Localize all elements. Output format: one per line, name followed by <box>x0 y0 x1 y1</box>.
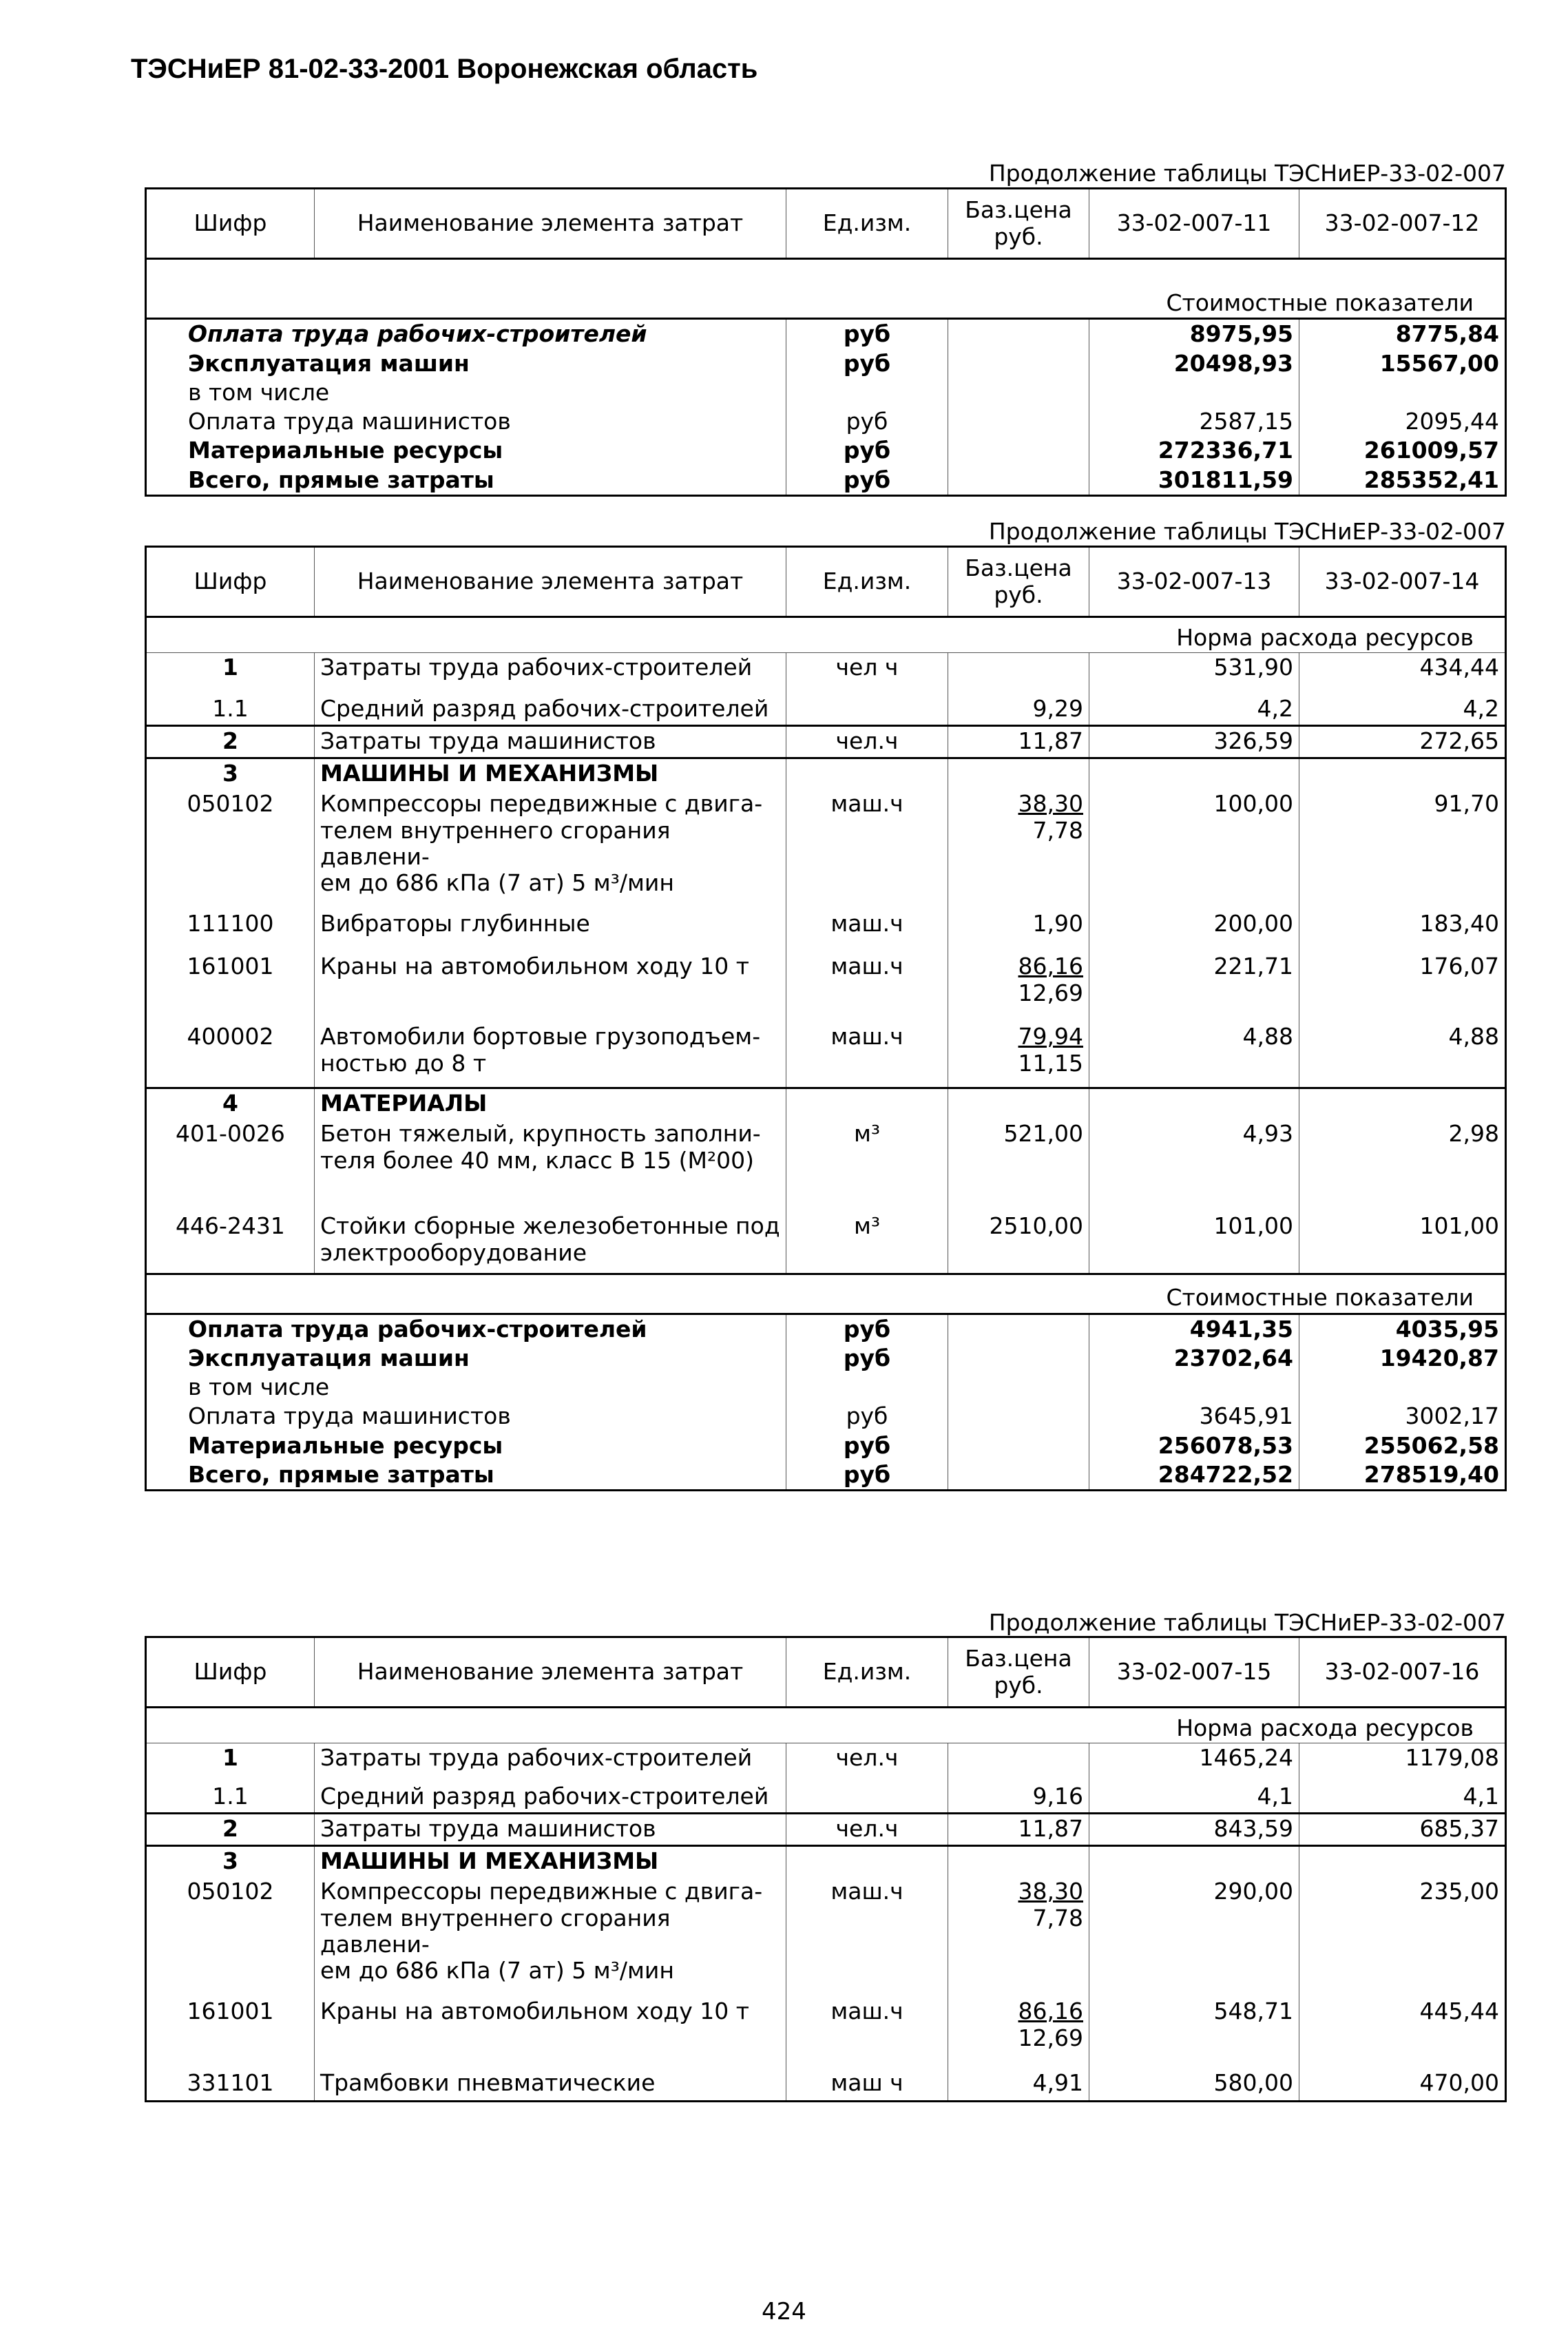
row-name-line: ностью до 8 т <box>320 1049 487 1077</box>
value-b: 3002,17 <box>1299 1402 1506 1431</box>
value-b: 261009,57 <box>1299 436 1506 465</box>
row-unit: чел.ч <box>786 1814 948 1846</box>
table-row <box>146 1344 1506 1373</box>
continuation-label-2: Продолжение таблицы ТЭСНиЕР-33-02-007 <box>988 518 1506 545</box>
section-caption <box>146 1708 1506 1743</box>
row-code: 1 <box>146 653 315 684</box>
value-a: 20498,93 <box>1089 349 1299 378</box>
row-name <box>315 789 786 909</box>
row-price <box>948 789 1089 909</box>
value-b: 8775,84 <box>1299 319 1506 349</box>
header-col-b: 33-02-007-14 <box>1299 547 1506 617</box>
row-code: 111100 <box>146 909 315 952</box>
row-price <box>948 1431 1089 1460</box>
header-unit: Ед.изм. <box>786 547 948 617</box>
table-row <box>146 1119 1506 1212</box>
row-unit: руб <box>786 319 948 349</box>
row-unit: чел ч <box>786 653 948 684</box>
value-b: 176,07 <box>1299 952 1506 1022</box>
row-price: 11,87 <box>948 1814 1089 1846</box>
row-label: Материальные ресурсы <box>146 1431 786 1460</box>
table-row <box>146 909 1506 952</box>
table-row <box>146 2069 1506 2102</box>
row-price <box>948 1344 1089 1373</box>
value-b: 685,37 <box>1299 1814 1506 1846</box>
value-a: 23702,64 <box>1089 1344 1299 1373</box>
price-total: 38,30 <box>1018 1878 1083 1905</box>
row-price <box>948 436 1089 465</box>
table-row <box>146 1877 1506 1997</box>
row-name-line: электрооборудование <box>320 1239 587 1266</box>
header-name: Наименование элемента затрат <box>315 1637 786 1708</box>
value-b: 2095,44 <box>1299 407 1506 436</box>
row-code: 2 <box>146 726 315 758</box>
header-code: Шифр <box>146 1637 315 1708</box>
value-b: 278519,40 <box>1299 1460 1506 1491</box>
value-a: 4941,35 <box>1089 1314 1299 1344</box>
price-total: 86,16 <box>1018 953 1083 980</box>
value-b: 272,65 <box>1299 726 1506 758</box>
table-row <box>146 1314 1506 1344</box>
row-name-line: ем до 686 кПа (7 ат) 5 м³/мин <box>320 869 674 897</box>
table-row <box>146 1997 1506 2069</box>
value-a: 100,00 <box>1089 789 1299 909</box>
row-code: 161001 <box>146 1997 315 2069</box>
row-name: Затраты труда машинистов <box>315 726 786 758</box>
header-unit: Ед.изм. <box>786 1637 948 1708</box>
row-unit: руб <box>786 1314 948 1344</box>
row-name: Средний разряд рабочих-строителей <box>315 683 786 726</box>
row-label: Всего, прямые затраты <box>146 466 786 496</box>
row-code: 050102 <box>146 789 315 909</box>
header-unit: Ед.изм. <box>786 189 948 259</box>
row-name: Краны на автомобильном ходу 10 т <box>315 1997 786 2069</box>
value-a: 4,1 <box>1089 1774 1299 1814</box>
row-code: 331101 <box>146 2069 315 2102</box>
row-price <box>948 1997 1089 2069</box>
table-row <box>146 1431 1506 1460</box>
header-col-b: 33-02-007-16 <box>1299 1637 1506 1708</box>
table-row <box>146 466 1506 496</box>
value-a: 843,59 <box>1089 1814 1299 1846</box>
header-base-price-line2: руб. <box>994 222 1043 250</box>
value-b: 183,40 <box>1299 909 1506 952</box>
value-b: 434,44 <box>1299 653 1506 684</box>
section-caption <box>146 617 1506 653</box>
header-col-a: 33-02-007-13 <box>1089 547 1299 617</box>
row-unit: руб <box>786 349 948 378</box>
row-code: 050102 <box>146 1877 315 1997</box>
row-price <box>948 319 1089 349</box>
estimate-table-1 <box>145 187 1507 497</box>
row-name <box>315 1212 786 1274</box>
header-code: Шифр <box>146 189 315 259</box>
row-price: 4,91 <box>948 2069 1089 2102</box>
row-price: 2510,00 <box>948 1212 1089 1274</box>
table-header-row <box>146 189 1506 259</box>
row-price <box>948 1402 1089 1431</box>
row-code: 161001 <box>146 952 315 1022</box>
value-a: 200,00 <box>1089 909 1299 952</box>
table-row <box>146 1460 1506 1491</box>
row-price: 9,29 <box>948 683 1089 726</box>
norm-caption: Норма расхода ресурсов <box>146 1708 1506 1743</box>
value-a: 101,00 <box>1089 1212 1299 1274</box>
document-title: ТЭСНиЕР 81-02-33-2001 Воронежская область <box>131 54 758 84</box>
row-unit: чел.ч <box>786 1743 948 1774</box>
price-labor: 7,78 <box>1032 1904 1083 1931</box>
row-label: Оплата труда рабочих-строителей <box>146 1314 786 1344</box>
row-code: 1.1 <box>146 1774 315 1814</box>
value-a: 580,00 <box>1089 2069 1299 2102</box>
header-name: Наименование элемента затрат <box>315 189 786 259</box>
section-title: МАШИНЫ И МЕХАНИЗМЫ <box>315 1846 786 1878</box>
row-name: Затраты труда рабочих-строителей <box>315 1743 786 1774</box>
header-name: Наименование элемента затрат <box>315 547 786 617</box>
row-name-line: телем внутреннего сгорания давлени- <box>320 816 671 870</box>
value-a: 284722,52 <box>1089 1460 1299 1491</box>
row-label: Эксплуатация машин <box>146 349 786 378</box>
value-b: 19420,87 <box>1299 1344 1506 1373</box>
value-b: 4035,95 <box>1299 1314 1506 1344</box>
row-label: Оплата труда рабочих-строителей <box>146 319 786 349</box>
cost-caption: Стоимостные показатели <box>146 1274 1506 1314</box>
row-unit: руб <box>786 407 948 436</box>
row-price <box>948 1022 1089 1088</box>
value-a: 1465,24 <box>1089 1743 1299 1774</box>
row-code: 1.1 <box>146 683 315 726</box>
section-caption <box>146 1274 1506 1314</box>
row-code: 2 <box>146 1814 315 1846</box>
header-base-price-line1: Баз.цена <box>965 196 1072 224</box>
header-base-price <box>948 547 1089 617</box>
row-unit: маш ч <box>786 2069 948 2102</box>
value-b: 255062,58 <box>1299 1431 1506 1460</box>
row-price <box>948 1460 1089 1491</box>
value-a: 290,00 <box>1089 1877 1299 1997</box>
row-code: 401-0026 <box>146 1119 315 1212</box>
row-price <box>948 1877 1089 1997</box>
row-unit: маш.ч <box>786 1877 948 1997</box>
row-name-line: ем до 686 кПа (7 ат) 5 м³/мин <box>320 1957 674 1985</box>
row-unit <box>786 1774 948 1814</box>
row-label: Эксплуатация машин <box>146 1344 786 1373</box>
value-a: 548,71 <box>1089 1997 1299 2069</box>
row-unit: маш.ч <box>786 1022 948 1088</box>
row-unit: руб <box>786 1402 948 1431</box>
row-price <box>948 653 1089 684</box>
row-unit: маш.ч <box>786 789 948 909</box>
price-labor: 12,69 <box>1018 979 1083 1006</box>
section-code: 4 <box>146 1088 315 1120</box>
header-code: Шифр <box>146 547 315 617</box>
row-unit: руб <box>786 436 948 465</box>
row-label: Оплата труда машинистов <box>146 1402 786 1431</box>
row-name-line: Бетон тяжелый, крупность заполни- <box>320 1120 761 1148</box>
value-a: 326,59 <box>1089 726 1299 758</box>
row-name: Краны на автомобильном ходу 10 т <box>315 952 786 1022</box>
value-a: 8975,95 <box>1089 319 1299 349</box>
row-label: в том числе <box>146 1373 786 1402</box>
price-total: 86,16 <box>1018 1998 1083 2025</box>
row-name: Вибраторы глубинные <box>315 909 786 952</box>
table-row <box>146 952 1506 1022</box>
table-row <box>146 1774 1506 1814</box>
spacer-row <box>146 259 1506 289</box>
section-code: 3 <box>146 1846 315 1878</box>
value-b: 91,70 <box>1299 789 1506 909</box>
table-row <box>146 726 1506 758</box>
row-name-line: Стойки сборные железобетонные под <box>320 1212 780 1240</box>
price-labor: 12,69 <box>1018 2024 1083 2051</box>
norm-caption: Норма расхода ресурсов <box>146 617 1506 653</box>
row-price <box>948 1314 1089 1344</box>
value-a: 4,2 <box>1089 683 1299 726</box>
row-price: 1,90 <box>948 909 1089 952</box>
estimate-table-2 <box>145 546 1507 1491</box>
row-unit: м³ <box>786 1119 948 1212</box>
section-heading-row <box>146 758 1506 790</box>
row-unit: руб <box>786 1460 948 1491</box>
value-b: 4,1 <box>1299 1774 1506 1814</box>
row-name-line: Автомобили бортовые грузоподъем- <box>320 1023 761 1050</box>
row-name-line: телем внутреннего сгорания давлени- <box>320 1904 671 1958</box>
row-price <box>948 952 1089 1022</box>
value-b: 235,00 <box>1299 1877 1506 1997</box>
table-row <box>146 407 1506 436</box>
section-heading-row <box>146 1088 1506 1120</box>
value-b: 1179,08 <box>1299 1743 1506 1774</box>
page-number: 424 <box>762 2298 806 2325</box>
value-b: 470,00 <box>1299 2069 1506 2102</box>
row-price: 521,00 <box>948 1119 1089 1212</box>
row-code: 1 <box>146 1743 315 1774</box>
continuation-label-3: Продолжение таблицы ТЭСНиЕР-33-02-007 <box>988 1609 1506 1636</box>
value-b: 2,98 <box>1299 1119 1506 1212</box>
row-name: Средний разряд рабочих-строителей <box>315 1774 786 1814</box>
row-price <box>948 407 1089 436</box>
header-base-price <box>948 189 1089 259</box>
row-unit: маш.ч <box>786 952 948 1022</box>
row-code: 446-2431 <box>146 1212 315 1274</box>
table-row <box>146 1212 1506 1274</box>
price-total: 79,94 <box>1018 1023 1083 1050</box>
value-a: 272336,71 <box>1089 436 1299 465</box>
row-label: Материальные ресурсы <box>146 436 786 465</box>
table-row <box>146 683 1506 726</box>
table-row <box>146 349 1506 378</box>
value-a: 4,93 <box>1089 1119 1299 1212</box>
value-b: 445,44 <box>1299 1997 1506 2069</box>
table-header-row <box>146 547 1506 617</box>
row-unit: маш.ч <box>786 1997 948 2069</box>
value-b: 285352,41 <box>1299 466 1506 496</box>
value-b: 101,00 <box>1299 1212 1506 1274</box>
row-unit: маш.ч <box>786 909 948 952</box>
table-row <box>146 1743 1506 1774</box>
cost-caption: Стоимостные показатели <box>146 289 1506 319</box>
price-total: 38,30 <box>1018 790 1083 818</box>
row-name <box>315 1877 786 1997</box>
value-b: 4,88 <box>1299 1022 1506 1088</box>
value-b: 4,2 <box>1299 683 1506 726</box>
row-unit: руб <box>786 1344 948 1373</box>
section-code: 3 <box>146 758 315 790</box>
value-a: 531,90 <box>1089 653 1299 684</box>
value-a: 4,88 <box>1089 1022 1299 1088</box>
row-name <box>315 1022 786 1088</box>
row-label: в том числе <box>146 378 786 407</box>
row-price: 9,16 <box>948 1774 1089 1814</box>
price-labor: 7,78 <box>1032 816 1083 844</box>
row-name-line: Компрессоры передвижные с двига- <box>320 790 763 818</box>
row-unit: чел.ч <box>786 726 948 758</box>
row-unit: руб <box>786 466 948 496</box>
table-row <box>146 1022 1506 1088</box>
row-name: Затраты труда машинистов <box>315 1814 786 1846</box>
price-labor: 11,15 <box>1018 1049 1083 1077</box>
table-row <box>146 378 1506 407</box>
table-row <box>146 653 1506 684</box>
table-row <box>146 436 1506 465</box>
row-label: Оплата труда машинистов <box>146 407 786 436</box>
header-col-b: 33-02-007-12 <box>1299 189 1506 259</box>
header-col-a: 33-02-007-11 <box>1089 189 1299 259</box>
table-row <box>146 1402 1506 1431</box>
row-unit: м³ <box>786 1212 948 1274</box>
header-base-price-line2: руб. <box>994 1671 1043 1699</box>
row-name <box>315 1119 786 1212</box>
table-row <box>146 1814 1506 1846</box>
header-base-price <box>948 1637 1089 1708</box>
row-unit <box>786 683 948 726</box>
row-name: Трамбовки пневматические <box>315 2069 786 2102</box>
section-heading-row <box>146 1846 1506 1878</box>
value-b: 15567,00 <box>1299 349 1506 378</box>
header-col-a: 33-02-007-15 <box>1089 1637 1299 1708</box>
section-title: МАТЕРИАЛЫ <box>315 1088 786 1120</box>
header-base-price-line1: Баз.цена <box>965 1645 1072 1672</box>
section-caption <box>146 289 1506 319</box>
table-row <box>146 319 1506 349</box>
row-price <box>948 466 1089 496</box>
row-name-line: Компрессоры передвижные с двига- <box>320 1878 763 1905</box>
table-row <box>146 1373 1506 1402</box>
row-unit: руб <box>786 1431 948 1460</box>
value-a: 301811,59 <box>1089 466 1299 496</box>
row-code: 400002 <box>146 1022 315 1088</box>
row-name-line: теля более 40 мм, класс В 15 (М²00) <box>320 1146 755 1174</box>
row-label: Всего, прямые затраты <box>146 1460 786 1491</box>
value-a: 221,71 <box>1089 952 1299 1022</box>
value-a: 2587,15 <box>1089 407 1299 436</box>
header-base-price-line2: руб. <box>994 581 1043 608</box>
row-price <box>948 1743 1089 1774</box>
table-row <box>146 789 1506 909</box>
value-a: 256078,53 <box>1089 1431 1299 1460</box>
value-a: 3645,91 <box>1089 1402 1299 1431</box>
row-price <box>948 349 1089 378</box>
table-header-row <box>146 1637 1506 1708</box>
estimate-table-3 <box>145 1636 1507 2102</box>
header-base-price-line1: Баз.цена <box>965 555 1072 582</box>
section-title: МАШИНЫ И МЕХАНИЗМЫ <box>315 758 786 790</box>
row-price: 11,87 <box>948 726 1089 758</box>
continuation-label-1: Продолжение таблицы ТЭСНиЕР-33-02-007 <box>988 160 1506 187</box>
row-name: Затраты труда рабочих-строителей <box>315 653 786 684</box>
